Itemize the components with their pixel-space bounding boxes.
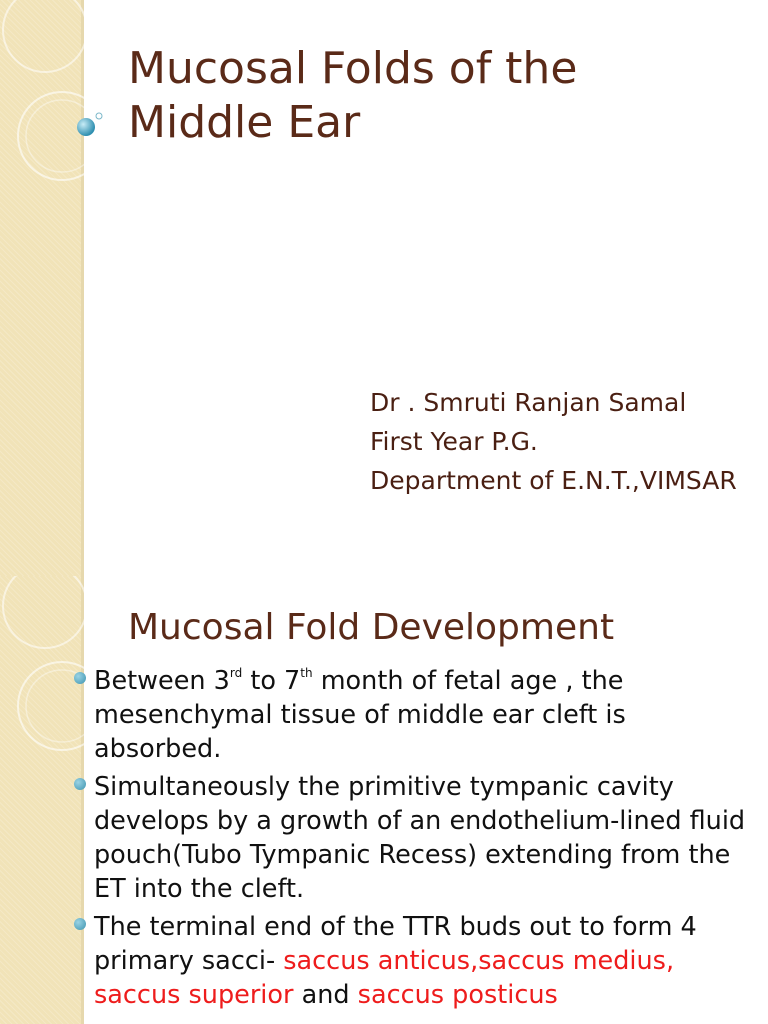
bullet-list: [94, 664, 759, 1016]
decorative-side-strip: [0, 576, 84, 1024]
content-slide: [0, 576, 768, 1024]
presenter-info: [370, 386, 750, 503]
ordinal-suffix: rd: [229, 666, 243, 680]
highlighted-term: saccus anticus,saccus medius, saccus superior: [94, 946, 675, 1010]
bullet-icon: [74, 918, 86, 930]
author-position: First Year P.G.: [370, 427, 538, 456]
bullet-item: [94, 910, 759, 1012]
author-name: Dr . Smruti Ranjan Samal: [370, 388, 687, 417]
bullet-item: [94, 664, 759, 766]
highlighted-term: saccus posticus: [357, 980, 558, 1010]
slide-title: Mucosal Folds of the Middle Ear: [128, 43, 578, 148]
decorative-side-strip: [0, 0, 84, 576]
slide-heading: Mucosal Fold Development: [128, 607, 615, 648]
bullet-icon: [74, 778, 86, 790]
blue-bead-icon: [74, 110, 106, 144]
author-department: Department of E.N.T.,VIMSAR: [370, 466, 737, 495]
bullet-text: to 7: [242, 666, 301, 696]
bullet-text: Between 3: [94, 666, 230, 696]
ring-pattern: [0, 0, 84, 576]
bullet-text: month of fetal age , the mesenchymal tissue of middle ear cleft is absorbed.: [94, 666, 626, 764]
ordinal-suffix: th: [300, 666, 313, 680]
bullet-item: [94, 770, 759, 906]
bullet-text: and: [293, 980, 358, 1010]
bullet-text: The terminal end of the TTR buds out to form 4 primary sacci-: [94, 912, 697, 976]
bullet-icon: [74, 672, 86, 684]
ring-pattern: [0, 576, 84, 1024]
bullet-text: Simultaneously the primitive tympanic cavity develops by a growth of an endothelium-lined fluid pouch(Tubo Tympanic Recess) extending from the ET into the cleft.: [94, 772, 746, 904]
